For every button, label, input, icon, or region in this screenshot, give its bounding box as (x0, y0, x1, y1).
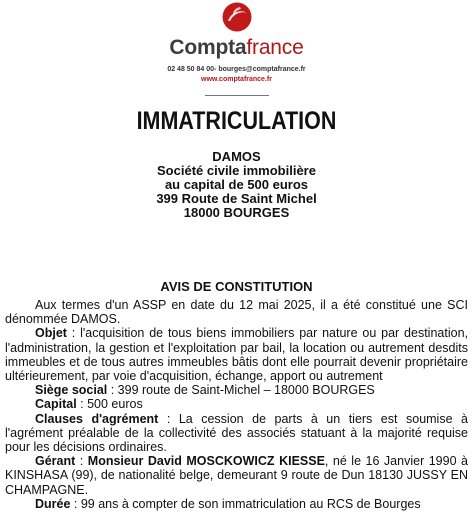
clauses-text: : La cession de parts à un tiers est soumise à l'agrément préalable de la collectivité des associés statuant à la majorité requise pour les décisions ordinaires. (5, 411, 468, 455)
gerant-paragraph (5, 454, 468, 497)
objet-paragraph (5, 326, 468, 383)
comptafrance-logo-icon (222, 2, 252, 32)
brand-light: france (246, 36, 304, 59)
capital-paragraph (5, 397, 468, 411)
company-address: 399 Route de Saint Michel (156, 191, 317, 206)
duree-text: : 99 ans à compter de son immatriculation au RCS de Bourges (70, 496, 421, 511)
company-capital: au capital de 500 euros (164, 177, 309, 192)
gerant-label: Gérant (35, 454, 76, 469)
brand-bold: Compta (169, 36, 247, 59)
page-title: IMMATRICULATION (136, 107, 337, 135)
capital-text: : 500 euros (76, 397, 143, 412)
company-type: Société civile immobilière (157, 163, 316, 178)
company-name: DAMOS (212, 149, 261, 164)
siege-label: Siège social (35, 383, 108, 398)
company-block (0, 150, 473, 220)
siege-text: : 399 route de Saint-Michel – 18000 BOURGES (107, 383, 375, 398)
letterhead (0, 0, 473, 98)
gerant-name: Monsieur David MOSCKOWICZ KIESSE (87, 454, 325, 469)
website-link[interactable]: www.comptafrance.fr (201, 76, 272, 83)
capital-label: Capital (35, 397, 77, 412)
gerant-sep: : (75, 454, 88, 469)
clauses-paragraph (5, 412, 468, 455)
company-city: 18000 BOURGES (183, 205, 290, 220)
gerant-text: , né le 16 Janvier 1990 à KINSHASA (99), de nationalité belge, demeurant 9 route de Dun 18130 JUSSY EN CHAMPAGNE. (5, 454, 468, 497)
siege-paragraph (5, 383, 468, 397)
objet-label: Objet (35, 326, 67, 341)
section-title: AVIS DE CONSTITUTION (160, 279, 313, 294)
notice-body (5, 298, 468, 511)
duree-label: Durée (35, 496, 71, 511)
header-divider (205, 95, 269, 96)
brand-name (0, 35, 473, 61)
clauses-label: Clauses d'agrément (35, 411, 159, 426)
contact-line: 02 48 50 84 00- bourges@comptafrance.fr (167, 66, 306, 73)
objet-text: : l'acquisition de tous biens immobiliers par nature ou par destination, l'administration, la gestion et l'exploitation par bail, la location ou autrement desdits immeubles et de tous autres immeubles bâtis dont elle pourrait devenir propriétaire ultérieurement, par voie d'acquisition, échange, apport ou autrement (5, 326, 468, 384)
intro-paragraph: Aux termes d'un ASSP en date du 12 mai 2025, il a été constitué une SCI dénommée DAMOS. (5, 298, 468, 327)
duree-paragraph (5, 497, 468, 511)
